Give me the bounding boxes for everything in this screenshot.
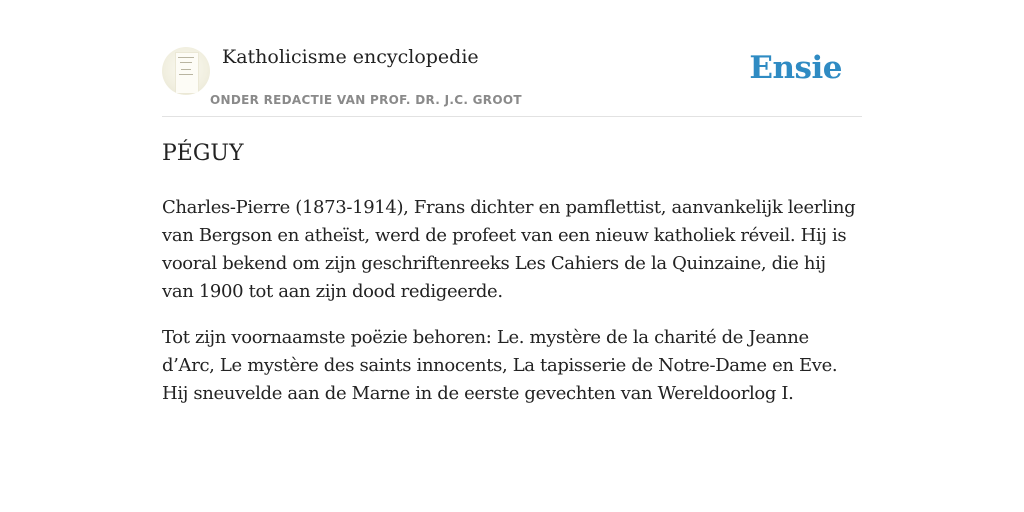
book-cover-icon[interactable]	[162, 47, 210, 95]
book-title[interactable]: Katholicisme encyclopedie	[222, 46, 479, 68]
cover-text-line	[178, 57, 194, 58]
site-header	[162, 40, 862, 117]
cover-page-sheet	[175, 52, 199, 94]
brand-logo[interactable]: Ensie	[749, 50, 842, 86]
cover-text-line	[179, 74, 193, 75]
entry-paragraph: Tot zijn voornaamste poëzie behoren: Le. mystère de la charité de Jeanne d’Arc, Le mystère des saints innocents, La tapisserie de Notre-Dame en Eve. Hij sneuvelde aan de Marne in de eerste gevechten van Wereldoorlog I.	[162, 327, 838, 404]
book-editor-subtitle: ONDER REDACTIE VAN PROF. DR. J.C. GROOT	[210, 93, 522, 107]
entry-title: PÉGUY	[162, 141, 244, 166]
cover-text-line	[181, 69, 191, 70]
entry-paragraph: Charles-Pierre (1873-1914), Frans dichter en pamflettist, aanvankelijk leerling van Bergson en atheïst, werd de profeet van een nieuw katholiek réveil. Hij is vooral bekend om zijn geschriftenreeks Les Cahiers de la Quinzaine, die hij van 1900 tot aan zijn dood redigeerde.	[162, 197, 856, 302]
entry-content	[162, 138, 862, 426]
cover-text-line	[180, 62, 192, 63]
